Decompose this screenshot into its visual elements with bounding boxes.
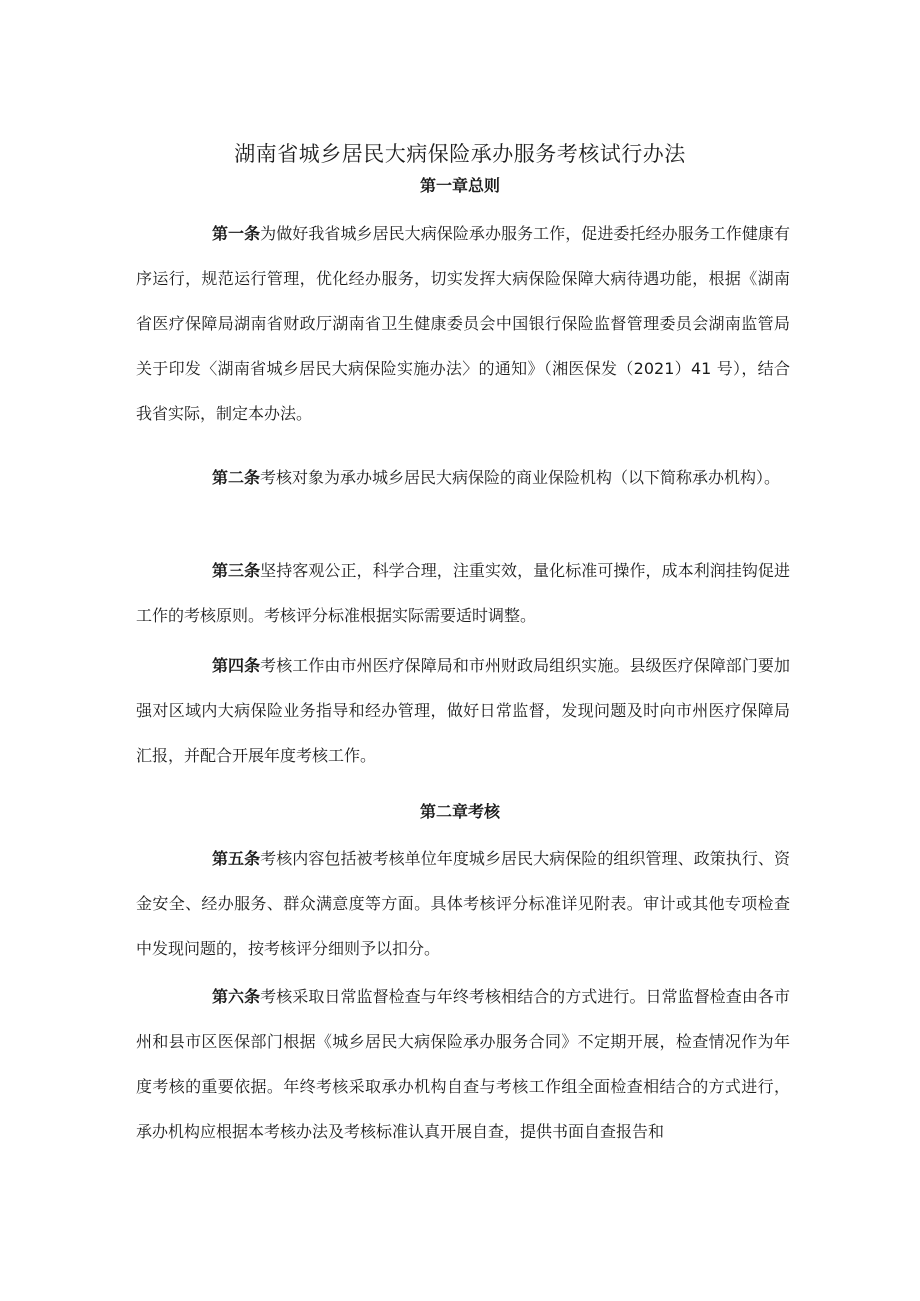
article-text: 为做好我省城乡居民大病保险承办服务工作，促进委托经办服务工作健康有序运行，规范运行管理，优化经办服务，切实发挥大病保险保障大病待遇功能，根据《湖南省医疗保障局湖南省财政厅湖南省卫生健康委员会中国银行保险监督管理委员会湖南监管局关于印发〈湖南省城乡居民大病保险实施办法〉的通知》（湘医保发（2021）41 号），结合我省实际，制定本办法。 bbox=[136, 224, 790, 423]
document-title: 湖南省城乡居民大病保险承办服务考核试行办法 bbox=[234, 142, 686, 167]
article-label: 第五条 bbox=[212, 849, 261, 868]
article-4 bbox=[136, 643, 790, 778]
article-text: 考核内容包括被考核单位年度城乡居民大病保险的组织管理、政策执行、资金安全、经办服务、群众满意度等方面。具体考核评分标准详见附表。审计或其他专项检查中发现问题的，按考核评分细则予以扣分。 bbox=[136, 849, 790, 958]
article-text: 考核采取日常监督检查与年终考核相结合的方式进行。日常监督检查由各市州和县市区医保部门根据《城乡居民大病保险承办服务合同》不定期开展，检查情况作为年度考核的重要依据。年终考核采取承办机构自查与考核工作组全面检查相结合的方式进行，承办机构应根据本考核办法及考核标准认真开展自查，提供书面自查报告和 bbox=[136, 987, 790, 1141]
article-text: 考核工作由市州医疗保障局和市州财政局组织实施。县级医疗保障部门要加强对区域内大病保险业务指导和经办管理，做好日常监督，发现问题及时向市州医疗保障局汇报，并配合开展年度考核工作。 bbox=[136, 656, 790, 765]
article-5 bbox=[136, 836, 790, 971]
article-text: 坚持客观公正，科学合理，注重实效，量化标准可操作，成本利润挂钩促进工作的考核原则。考核评分标准根据实际需要适时调整。 bbox=[136, 561, 790, 625]
article-text: 考核对象为承办城乡居民大病保险的商业保险机构（以下简称承办机构）。 bbox=[260, 468, 781, 487]
article-1 bbox=[136, 211, 790, 436]
article-label: 第四条 bbox=[212, 656, 261, 675]
article-label: 第一条 bbox=[212, 224, 261, 243]
chapter-heading-1: 第一章总则 bbox=[419, 176, 500, 195]
article-label: 第三条 bbox=[212, 561, 261, 580]
article-2 bbox=[136, 455, 790, 500]
article-3 bbox=[136, 548, 790, 638]
article-6 bbox=[136, 974, 790, 1154]
article-label: 第六条 bbox=[212, 987, 261, 1006]
article-label: 第二条 bbox=[212, 468, 261, 487]
chapter-heading-2: 第二章考核 bbox=[419, 802, 500, 821]
